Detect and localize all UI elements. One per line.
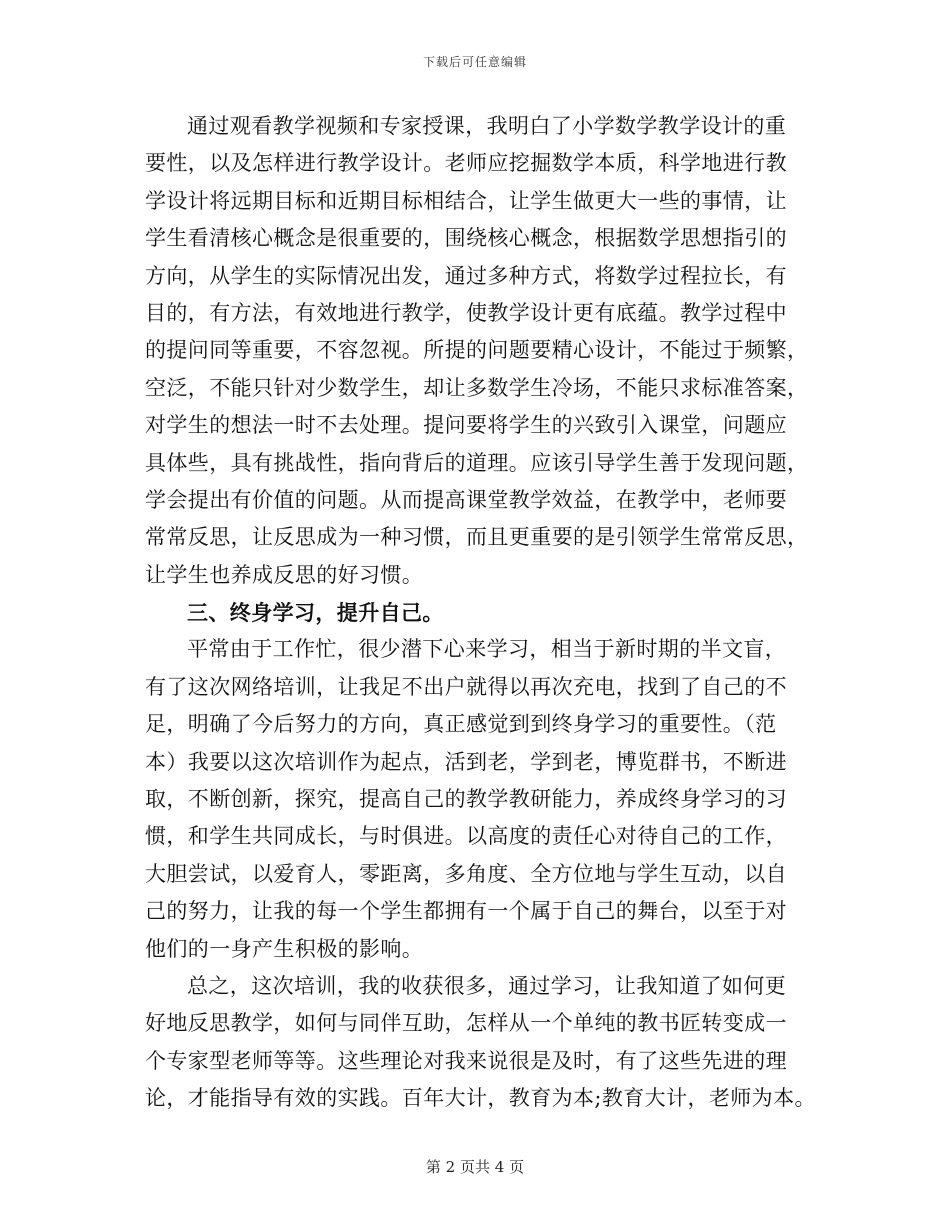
text-line: 他们的一身产生积极的影响。 <box>145 936 424 961</box>
text-line: 的提问同等重要，不容忽视。所提的问题要精心设计，不能过于频繁， <box>145 338 809 363</box>
text-line: 取，不断创新，探究，提高自己的教学教研能力，养成终身学习的习 <box>145 787 787 812</box>
text-line: 有了这次网络培训，让我足不出户就得以再次充电，找到了自己的不 <box>145 674 787 699</box>
text-line: 好地反思教学，如何与同伴互助，怎样从一个单纯的教书匠转变成一 <box>145 1011 787 1036</box>
text-line: 惯，和学生共同成长，与时俱进。以高度的责任心对待自己的工作， <box>145 824 787 849</box>
text-line: 学生看清核心概念是很重要的，围绕核心概念，根据数学思想指引的 <box>145 226 787 251</box>
text-line: 己的努力，让我的每一个学生都拥有一个属于自己的舞台，以至于对 <box>145 899 787 924</box>
text-line: 具体些，具有挑战性，指向背后的道理。应该引导学生善于发现问题， <box>145 450 809 475</box>
text-line: 要性，以及怎样进行教学设计。老师应挖掘数学本质，科学地进行教 <box>145 151 787 176</box>
text-line: 总之，这次培训，我的收获很多，通过学习，让我知道了如何更 <box>187 973 787 998</box>
document-body <box>145 108 825 1118</box>
text-line: 对学生的想法一时不去处理。提问要将学生的兴致引入课堂，问题应 <box>145 413 787 438</box>
text-line: 平常由于工作忙，很少潜下心来学习，相当于新时期的半文盲， <box>187 637 787 662</box>
text-line: 论，才能指导有效的实践。百年大计，教育为本;教育大计，老师为本。 <box>145 1086 816 1111</box>
text-line: 常常反思，让反思成为一种习惯，而且更重要的是引领学生常常反思， <box>145 525 809 550</box>
text-line: 本）我要以这次培训作为起点，活到老，学到老，博览群书，不断进 <box>145 749 787 774</box>
text-line: 大胆尝试，以爱育人，零距离，多角度、全方位地与学生互动，以自 <box>145 861 787 886</box>
text-line: 让学生也养成反思的好习惯。 <box>145 562 424 587</box>
text-line: 学设计将远期目标和近期目标相结合，让学生做更大一些的事情，让 <box>145 188 787 213</box>
text-line: 学会提出有价值的问题。从而提高课堂教学效益，在教学中，老师要 <box>145 487 787 512</box>
text-line: 足，明确了今后努力的方向，真正感觉到到终身学习的重要性。（范 <box>145 712 777 737</box>
page-number: 第 2 页共 4 页 <box>425 1158 525 1176</box>
text-line: 目的，有方法，有效地进行教学，使教学设计更有底蕴。教学过程中 <box>145 300 787 325</box>
text-line: 空泛，不能只针对少数学生，却让多数学生冷场，不能只求标准答案， <box>145 375 809 400</box>
text-line: 方向，从学生的实际情况出发，通过多种方式，将数学过程拉长，有 <box>145 263 787 288</box>
section-heading: 三、终身学习，提升自己。 <box>187 600 444 626</box>
text-line: 通过观看教学视频和专家授课，我明白了小学数学教学设计的重 <box>187 114 787 138</box>
header-note: 下载后可任意编辑 <box>422 55 527 69</box>
text-line: 个专家型老师等等。这些理论对我来说很是及时，有了这些先进的理 <box>145 1048 787 1073</box>
